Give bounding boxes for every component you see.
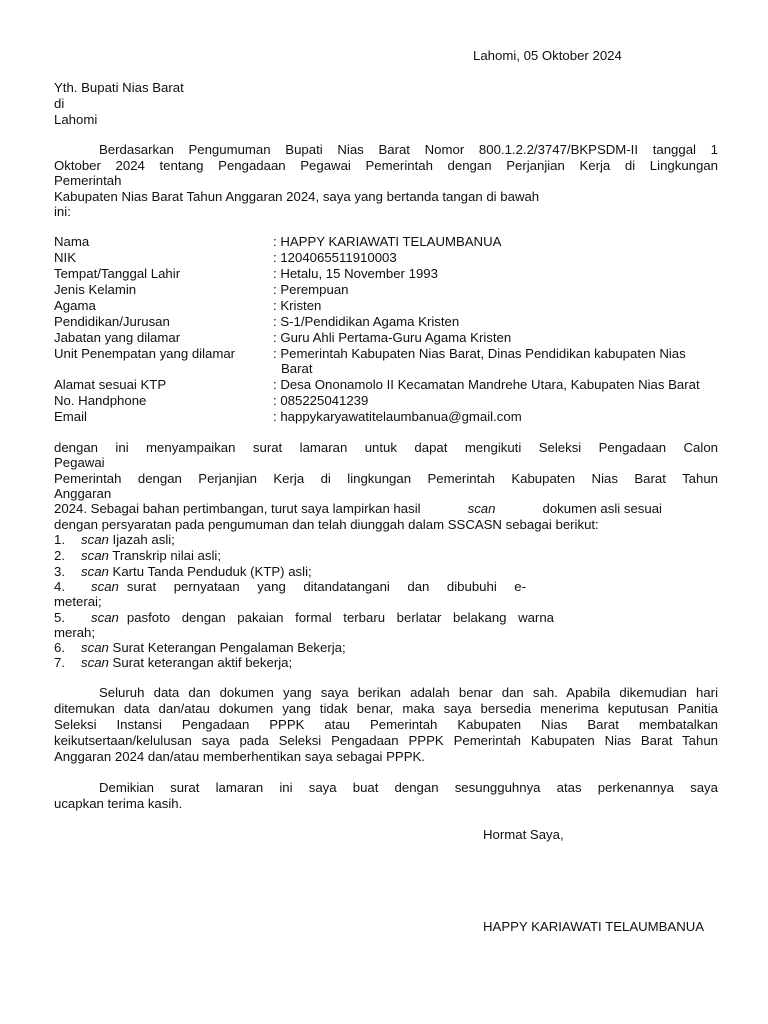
list-text: Kartu Tanda Penduduk (KTP) asli; [112, 564, 312, 579]
recipient-di: di [54, 96, 65, 111]
field-value: : S-1/Pendidikan Agama Kristen [273, 314, 460, 329]
field-value: : Kristen [273, 298, 322, 313]
place-date: Lahomi, 05 Oktober 2024 [473, 48, 622, 63]
list-item-continued: merah; [54, 625, 96, 640]
list-item-continued: meterai; [54, 594, 102, 609]
field-label: Email [54, 409, 87, 424]
list-item [54, 564, 312, 580]
scan-word: scan [91, 579, 119, 594]
list-number: 1. [54, 532, 65, 547]
body-line: Pemerintah dengan Perjanjian Kerja di lingkungan Pemerintah Kabupaten Nias Barat Tahun [54, 471, 718, 486]
field-value: : 085225041239 [273, 393, 369, 408]
list-text: pasfoto dengan pakaian formal terbaru berlatar belakang warna [126, 610, 554, 625]
body-text: 2024. Sebagai bahan pertimbangan, turut saya lampirkan hasil [54, 501, 421, 516]
field-value: : Desa Ononamolo II Kecamatan Mandrehe Utara, Kabupaten Nias Barat [273, 377, 700, 392]
list-number: 5. [54, 610, 65, 625]
list-number: 3. [54, 564, 65, 579]
list-text: Ijazah asli; [112, 532, 175, 547]
field-value: : HAPPY KARIAWATI TELAUMBANUA [273, 234, 502, 249]
list-text: surat pernyataan yang ditandatangani dan dibubuhi e- [126, 579, 526, 594]
intro-line: Kabupaten Nias Barat Tahun Anggaran 2024, saya yang bertanda tangan di bawah [54, 189, 540, 204]
statement-line: Seluruh data dan dokumen yang saya berikan adalah benar dan sah. Apabila dikemudian hari [99, 685, 718, 700]
list-item [54, 640, 346, 656]
list-number: 7. [54, 655, 65, 670]
field-label: NIK [54, 250, 76, 265]
field-label: Jenis Kelamin [54, 282, 137, 297]
signature-name: HAPPY KARIAWATI TELAUMBANUA [483, 919, 705, 934]
field-label: Tempat/Tanggal Lahir [54, 266, 181, 281]
field-value: : happykaryawatitelaumbanua@gmail.com [273, 409, 522, 424]
body-scan-word: scan [467, 501, 496, 516]
field-value: : Guru Ahli Pertama-Guru Agama Kristen [273, 330, 512, 345]
scan-word: scan [81, 655, 109, 670]
field-value: : 1204065511910003 [273, 250, 397, 265]
list-text: Transkrip nilai asli; [112, 548, 222, 563]
body-line: dengan ini menyampaikan surat lamaran untuk dapat mengikuti Seleksi Pengadaan Calon [54, 440, 718, 455]
intro-line: ini: [54, 204, 71, 219]
list-item [54, 655, 292, 671]
scan-word: scan [81, 564, 109, 579]
statement-line: Anggaran 2024 dan/atau memberhentikan saya sebagai PPPK. [54, 749, 425, 764]
list-item [54, 610, 554, 626]
field-label: Jabatan yang dilamar [54, 330, 181, 345]
closing-line: Demikian surat lamaran ini saya buat dengan sesungguhnya atas perkenannya saya [99, 780, 718, 795]
scan-word: scan [81, 532, 109, 547]
list-item [54, 548, 221, 564]
field-value-continued: Barat [281, 361, 313, 376]
field-value: : Pemerintah Kabupaten Nias Barat, Dinas Pendidikan kabupaten Nias [273, 346, 686, 361]
intro-line: Oktober 2024 tentang Pengadaan Pegawai Pemerintah dengan Perjanjian Kerja di Lingkungan [54, 158, 718, 173]
field-label: No. Handphone [54, 393, 147, 408]
list-number: 2. [54, 548, 65, 563]
list-item [54, 532, 175, 548]
statement-line: Seleksi Instansi Pengadaan PPPK atau Pemerintah Kabupaten Nias Barat membatalkan [54, 717, 718, 732]
list-text: Surat keterangan aktif bekerja; [112, 655, 293, 670]
scan-word: scan [91, 610, 119, 625]
scan-word: scan [81, 640, 109, 655]
statement-line: ditemukan data dan/atau dokumen yang tidak benar, maka saya bersedia menerima keputusan Panitia [54, 701, 718, 716]
list-item [54, 579, 526, 595]
list-number: 4. [54, 579, 65, 594]
intro-line: Pemerintah [54, 173, 122, 188]
statement-line: keikutsertaan/kelulusan saya pada Seleksi Pengadaan PPPK Pemerintah Kabupaten Nias Barat Tahun [54, 733, 718, 748]
intro-line: Berdasarkan Pengumuman Bupati Nias Barat Nomor 800.1.2.2/3747/BKPSDM-II tanggal 1 [99, 142, 718, 157]
list-text: Surat Keterangan Pengalaman Bekerja; [112, 640, 346, 655]
field-label: Nama [54, 234, 90, 249]
body-line: Anggaran [54, 486, 112, 501]
field-value: : Perempuan [273, 282, 349, 297]
body-text: dokumen asli sesuai [542, 501, 662, 516]
field-label: Pendidikan/Jurusan [54, 314, 170, 329]
closing-line: ucapkan terima kasih. [54, 796, 183, 811]
field-label: Unit Penempatan yang dilamar [54, 346, 236, 361]
field-label: Alamat sesuai KTP [54, 377, 167, 392]
body-line [54, 501, 662, 517]
field-label: Agama [54, 298, 96, 313]
scan-word: scan [81, 548, 109, 563]
field-value: : Hetalu, 15 November 1993 [273, 266, 438, 281]
list-number: 6. [54, 640, 65, 655]
body-line: dengan persyaratan pada pengumuman dan telah diunggah dalam SSCASN sebagai berikut: [54, 517, 599, 532]
signoff: Hormat Saya, [483, 827, 564, 842]
recipient-place: Lahomi [54, 112, 98, 127]
recipient-title: Yth. Bupati Nias Barat [54, 80, 184, 95]
body-line: Pegawai [54, 455, 105, 470]
